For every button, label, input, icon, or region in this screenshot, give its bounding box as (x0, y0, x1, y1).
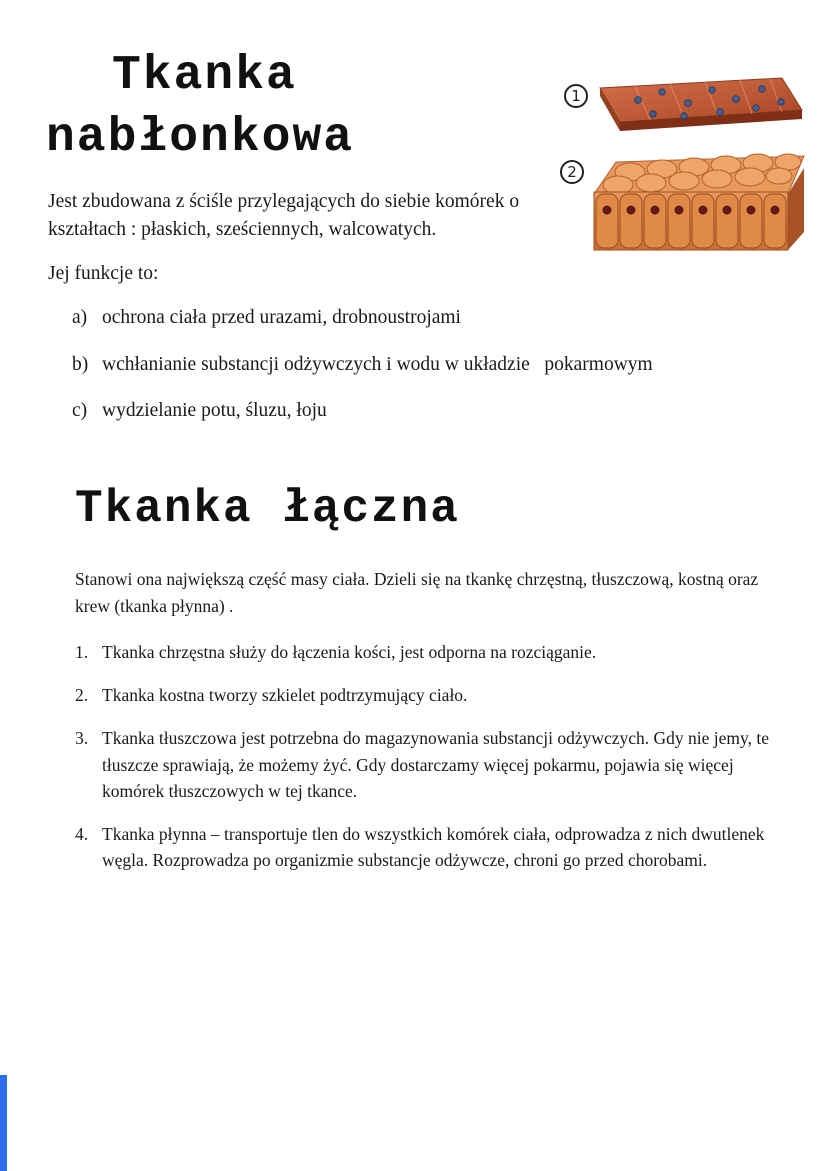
section2-numbered-list (75, 639, 828, 874)
list-item-text: Tkanka płynna – transportuje tlen do wszystkich komórek ciała, odprowadza z nich dwutlenek węgla. Rozprowadza po organizmie substancje odżywcze, chroni go przed chorobami. (102, 824, 765, 871)
list-item-text: wydzielanie potu, śluzu, łoju (102, 400, 327, 421)
label-2-circle (561, 161, 583, 183)
list-item (72, 305, 762, 331)
svg-text:1: 1 (571, 87, 581, 105)
list-marker: 4. (75, 824, 89, 845)
page-title-line1: Tkanka (112, 49, 297, 103)
page-edge-strip (0, 1075, 7, 1171)
list-marker: b) (72, 353, 89, 375)
cuboidal-layer (594, 154, 804, 250)
section1-functions-list (72, 305, 828, 424)
list-item (72, 352, 762, 378)
label-1-circle (565, 85, 587, 107)
list-marker: 2. (75, 685, 89, 706)
section1-functions-label: Jej funkcje to: (48, 263, 159, 285)
list-item-text: Tkanka chrzęstna służy do łączenia kości, jest odporna na rozciąganie. (102, 641, 597, 662)
list-item-text: ochrona ciała przed urazami, drobnoustrojami (102, 307, 461, 329)
tissue-diagram-svg (560, 72, 810, 272)
list-marker: 1. (75, 641, 89, 662)
list-item (75, 682, 775, 708)
list-marker: a) (72, 307, 88, 329)
list-item (75, 639, 775, 665)
list-marker: c) (72, 400, 88, 421)
list-item-text: Tkanka kostna tworzy szkielet podtrzymujący ciało. (102, 685, 468, 706)
section1-intro: Jest zbudowana z ściśle przylegających do siebie komórek o kształtach : płaskich, sześciennych, walcowatych. (48, 191, 520, 240)
list-marker: 3. (75, 728, 89, 749)
section2-title: Tkanka łączna (75, 483, 460, 536)
page-title-line2: nabłonkowa (46, 111, 355, 165)
epithelial-tissue-illustration (560, 72, 810, 272)
svg-text:2: 2 (567, 163, 577, 181)
list-item (72, 398, 762, 424)
list-item (75, 821, 775, 874)
list-item-text: Tkanka tłuszczowa jest potrzebna do magazynowania substancji odżywczych. Gdy nie jemy, te tłuszcze sprawiają, że możemy żyć. Gdy dostarczamy więcej pokarmu, pojawia się więcej komórek tłuszczowych w tej tkance. (102, 728, 770, 801)
list-item (75, 725, 775, 804)
list-item-text: wchłanianie substancji odżywczych i wodu w układzie pokarmowym (102, 353, 653, 375)
section2-intro: Stanowi ona największą część masy ciała. Dzieli się na tkankę chrzęstną, tłuszczową, kostną oraz krew (tkanka płynna) . (75, 569, 759, 616)
squamous-layer (600, 78, 802, 131)
